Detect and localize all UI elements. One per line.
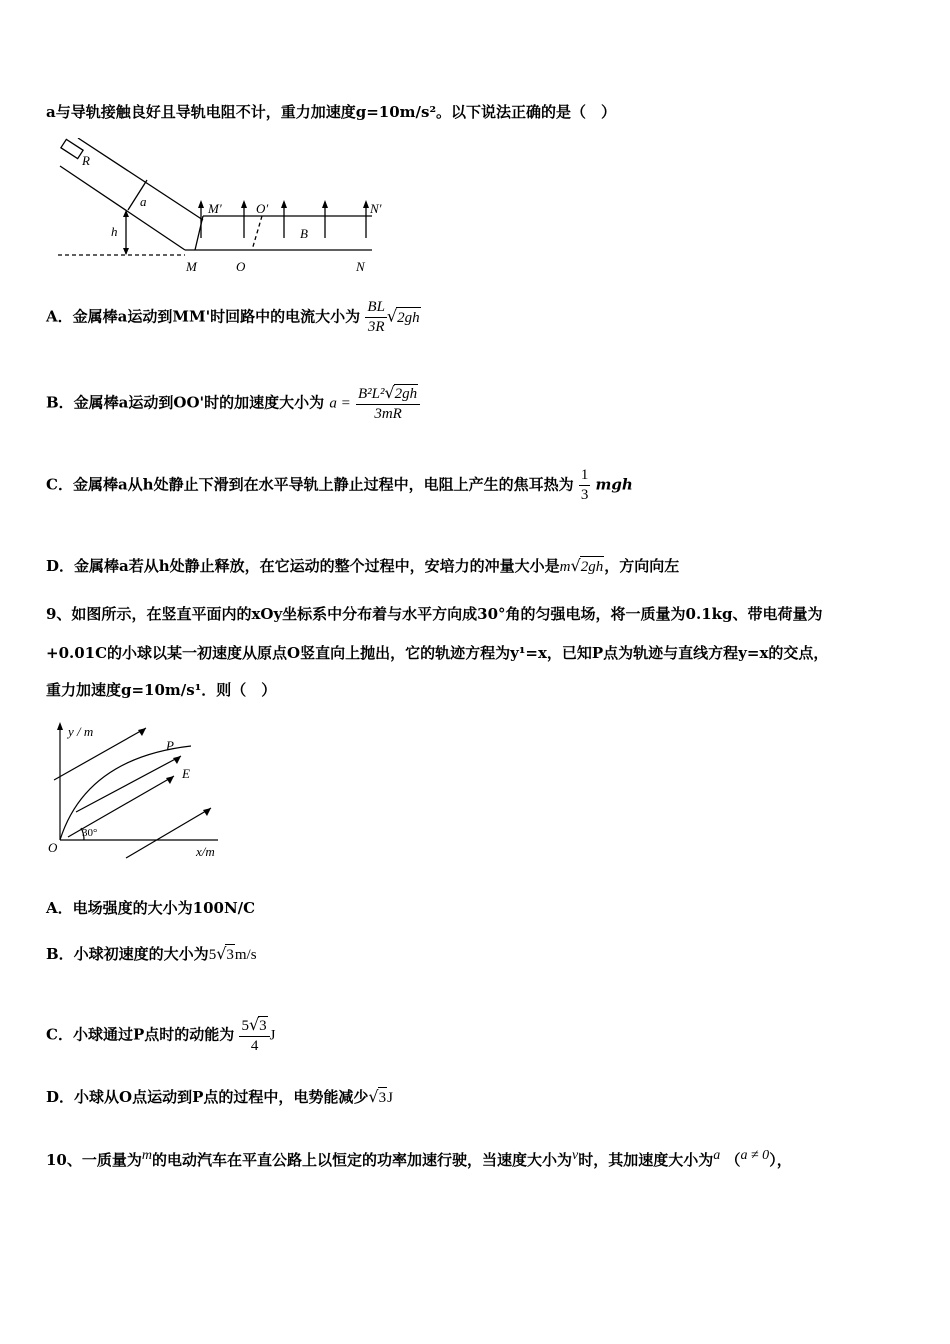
q9-option-d-text: D．小球从O点运动到P点的过程中，电势能减少 bbox=[46, 1088, 369, 1106]
q9-option-c-den: 4 bbox=[250, 1038, 259, 1054]
q9-option-c-text: C．小球通过P点时的动能为 bbox=[46, 1025, 235, 1044]
q8-option-c-den: 3 bbox=[580, 487, 589, 503]
q10-a: a bbox=[713, 1148, 721, 1163]
label-N-prime: N′ bbox=[370, 201, 382, 216]
q8-option-b-den: 3mR bbox=[374, 406, 402, 422]
q9-field-figure bbox=[46, 718, 236, 863]
label-M: M bbox=[186, 259, 197, 274]
q9-option-a: A．电场强度的大小为100N/C bbox=[46, 899, 256, 917]
label-h: h bbox=[111, 224, 118, 239]
label-R: R bbox=[82, 153, 90, 168]
q8-option-d-pre: m bbox=[559, 559, 571, 575]
q8-option-c-text: C．金属棒a从h处静止下滑到在水平导轨上静止过程中，电阻上产生的焦耳热为 bbox=[46, 475, 574, 494]
q9-option-b-text: B．小球初速度的大小为 bbox=[46, 945, 209, 963]
label-O: O bbox=[236, 259, 246, 274]
label-O-prime: O′ bbox=[256, 201, 269, 216]
label-x-axis: x/m bbox=[196, 844, 215, 859]
q8-option-b-num: B²L² bbox=[357, 386, 385, 402]
q10-paren-open: （ bbox=[725, 1151, 741, 1169]
label-M-prime: M′ bbox=[208, 201, 222, 216]
q9-option-d: D．小球从O点运动到P点的过程中，电势能减少√3J bbox=[46, 1087, 393, 1106]
label-P: P bbox=[166, 738, 174, 753]
q8-option-a-root: 2gh bbox=[396, 307, 421, 328]
q10-m: m bbox=[141, 1148, 152, 1163]
q9-option-d-root: 3 bbox=[378, 1087, 388, 1108]
q10-text2: 的电动汽车在平直公路上以恒定的功率加速行驶，当速度大小为 bbox=[152, 1151, 573, 1169]
q8-option-b: B．金属棒a运动到OO'时的加速度大小为 a = $\frac{\text{B²L²√2gh}}{3mR}$ bbox=[46, 383, 420, 424]
q9-stem-line3: 重力加速度g=10m/s¹．则（ ） bbox=[46, 681, 277, 699]
label-E: E bbox=[182, 766, 190, 781]
q9-stem-line1: 9、如图所示，在竖直平面内的xOy坐标系中分布着与水平方向成30°角的匀强电场，将一质量为0.1kg、带电荷量为 bbox=[46, 605, 823, 623]
q8-option-d: D．金属棒a若从h处静止释放，在它运动的整个过程中，安培力的冲量大小是m√2gh，方向向左 bbox=[46, 556, 680, 575]
q10-text1: 10、一质量为 bbox=[46, 1151, 142, 1169]
q9-stem-line2: +0.01C的小球以某一初速度从原点O竖直向上抛出，它的轨迹方程为y¹=x，已知P点为轨迹与直线方程y=x的交点， bbox=[46, 644, 829, 662]
q9-option-c-coef: 5 bbox=[241, 1018, 249, 1034]
q10-text3: 时，其加速度大小为 bbox=[578, 1151, 714, 1169]
label-B: B bbox=[300, 226, 308, 241]
q8-option-d-tail: ，方向向左 bbox=[604, 557, 680, 575]
q10-paren-close: ）， bbox=[769, 1151, 792, 1169]
q9-option-b-unit: m/s bbox=[234, 947, 257, 963]
q8-option-c-num: 1 bbox=[579, 466, 591, 486]
label-N: N bbox=[356, 259, 365, 274]
q9-option-b-coef: 5 bbox=[208, 947, 217, 963]
q10-stem bbox=[46, 1146, 792, 1170]
label-a: a bbox=[140, 194, 147, 209]
q9-option-d-unit: J bbox=[387, 1090, 393, 1106]
q8-option-b-lhs: a = bbox=[329, 395, 351, 412]
label-angle: 30° bbox=[82, 827, 98, 839]
q9-option-c: C．小球通过P点时的动能为 $\frac{5√3}{4}$ J bbox=[46, 1015, 276, 1054]
q9-option-c-unit: J bbox=[269, 1027, 276, 1044]
q10-cond: a ≠ 0 bbox=[740, 1148, 770, 1163]
q8-rail-figure bbox=[50, 138, 400, 278]
q8-option-d-root: 2gh bbox=[580, 556, 605, 577]
q8-stem-tail: a与导轨接触良好且导轨电阻不计，重力加速度g=10m/s²。以下说法正确的是（ ） bbox=[46, 103, 617, 121]
label-y-axis: y / m bbox=[68, 724, 94, 739]
q9-option-b: B．小球初速度的大小为5√3m/s bbox=[46, 944, 257, 963]
q9-option-b-root: 3 bbox=[225, 944, 235, 965]
q8-option-a: A．金属棒a运动到MM'时回路中的电流大小为 $\frac{BL}{3R}$ √2gh bbox=[46, 299, 420, 335]
q8-option-a-text: A．金属棒a运动到MM'时回路中的电流大小为 bbox=[46, 307, 361, 326]
q8-option-b-text: B．金属棒a运动到OO'时的加速度大小为 bbox=[46, 393, 325, 412]
q10-v: v bbox=[572, 1148, 579, 1163]
q9-option-c-root: 3 bbox=[259, 1018, 267, 1034]
label-origin: O bbox=[48, 840, 58, 855]
q8-option-a-den: 3R bbox=[367, 319, 385, 335]
q8-option-d-text: D．金属棒a若从h处静止释放，在它运动的整个过程中，安培力的冲量大小是 bbox=[46, 557, 560, 575]
q8-option-b-root: 2gh bbox=[394, 386, 418, 402]
q8-option-c bbox=[46, 466, 633, 505]
q8-option-a-num: BL bbox=[365, 298, 387, 318]
q8-option-c-tail: mgh bbox=[595, 475, 633, 494]
